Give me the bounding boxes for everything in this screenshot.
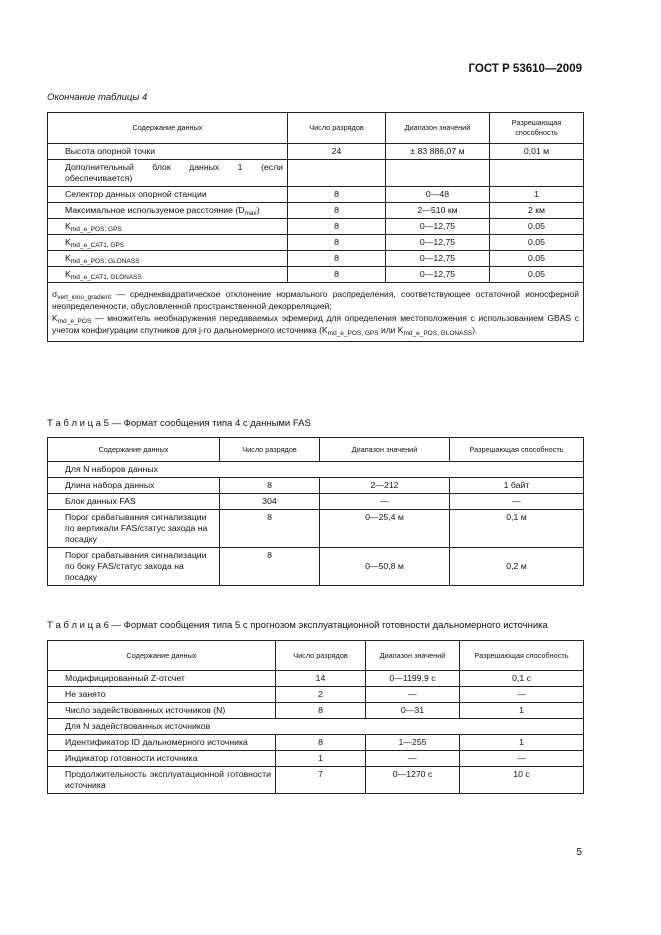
table5-caption: Т а б л и ц а 5 — Формат сообщения типа 4 с данными FAS — [47, 418, 311, 429]
cell-content: Порог срабатывания сигнализации по боку FAS/статус захода на посадку — [48, 548, 220, 586]
cell-resolution: 1 — [460, 703, 584, 719]
table-row — [48, 510, 584, 548]
table6 — [47, 640, 584, 794]
cell-range: 0—1199,9 с — [366, 671, 460, 687]
cell-bits: 8 — [276, 703, 366, 719]
cell-bits: 8 — [220, 478, 320, 494]
cell-range: 0—12,75 — [386, 267, 490, 283]
table6-caption: Т а б л и ц а 6 — Формат сообщения типа 5 с прогнозом эксплуатационной готовности дальномерного источника — [47, 620, 548, 631]
table4-header-row — [48, 113, 584, 144]
table-row — [48, 144, 584, 160]
section-label: Для N наборов данных — [48, 462, 584, 478]
table-row — [48, 235, 584, 251]
table-row — [48, 187, 584, 203]
cell-resolution: 0,01 м — [490, 144, 584, 160]
table-row — [48, 494, 584, 510]
table-row — [48, 160, 584, 187]
cell-content: Блок данных FAS — [48, 494, 220, 510]
table-section-row — [48, 462, 584, 478]
cell-bits: 24 — [288, 144, 386, 160]
cell-bits: 14 — [276, 671, 366, 687]
header-bits: Число разрядов — [276, 641, 366, 671]
header-resolution: Разрешающая способность — [460, 641, 584, 671]
cell-resolution: 2 км — [490, 203, 584, 219]
cell-range: 0—25,4 м — [320, 510, 450, 548]
cell-range: 2—212 — [320, 478, 450, 494]
table-row — [48, 671, 584, 687]
cell-content: Максимальное используемое расстояние $(D_{max})$ — [48, 203, 288, 219]
cell-resolution: — — [460, 751, 584, 767]
cell-range: 0—1270 с — [366, 767, 460, 794]
table-row — [48, 703, 584, 719]
cell-resolution: 0,05 — [490, 267, 584, 283]
cell-resolution: — — [450, 494, 584, 510]
table-row — [48, 735, 584, 751]
table-row — [48, 751, 584, 767]
header-resolution: Разрешающая способность — [490, 113, 584, 144]
cell-range: 0—31 — [366, 703, 460, 719]
cell-content: Селектор данных опорной станции — [48, 187, 288, 203]
table4-note-row — [48, 283, 584, 342]
cell-range: 0—50,8 м — [320, 548, 450, 586]
table-row — [48, 267, 584, 283]
cell-range: 2—510 км — [386, 203, 490, 219]
cell-bits: 7 — [276, 767, 366, 794]
cell-bits: 8 — [288, 203, 386, 219]
cell-range: 0—12,75 — [386, 251, 490, 267]
cell-bits: 8 — [220, 510, 320, 548]
cell-resolution: 0,2 м — [450, 548, 584, 586]
cell-content: Не занято — [48, 687, 276, 703]
cell-resolution: 1 — [490, 187, 584, 203]
cell-content: $K_{md\_e\_CAT1, GPS}$ — [48, 235, 288, 251]
cell-resolution: 0,05 — [490, 219, 584, 235]
table5 — [47, 437, 584, 586]
cell-bits: 304 — [220, 494, 320, 510]
table-row — [48, 687, 584, 703]
header-range: Диапазон значений — [366, 641, 460, 671]
header-range: Диапазон значений — [320, 438, 450, 462]
table5-header-row — [48, 438, 584, 462]
cell-range: 0—48 — [386, 187, 490, 203]
cell-range — [386, 160, 490, 187]
header-content: Содержание данных — [48, 113, 288, 144]
cell-resolution: 1 байт — [450, 478, 584, 494]
cell-content: Порог срабатывания сигнализации по вертикали FAS/статус захода на посадку — [48, 510, 220, 548]
cell-range: — — [366, 751, 460, 767]
cell-content: $K_{md\_e\_POS, GLONASS}$ — [48, 251, 288, 267]
cell-bits: 8 — [288, 267, 386, 283]
cell-bits: 8 — [276, 735, 366, 751]
cell-content: Модифицированный Z-отсчет — [48, 671, 276, 687]
cell-content: Число задействованных источников (N) — [48, 703, 276, 719]
header-content: Содержание данных — [48, 438, 220, 462]
cell-content: $K_{md\_e\_POS, GPS}$ — [48, 219, 288, 235]
cell-bits — [288, 160, 386, 187]
cell-content: Длина набора данных — [48, 478, 220, 494]
cell-bits: 8 — [220, 548, 320, 586]
cell-resolution: 10 с — [460, 767, 584, 794]
cell-bits: 2 — [276, 687, 366, 703]
cell-range: 1—255 — [366, 735, 460, 751]
cell-range: ± 83 886,07 м — [386, 144, 490, 160]
cell-content: Идентификатор ID дальномерного источника — [48, 735, 276, 751]
cell-resolution: 0,05 — [490, 235, 584, 251]
cell-content: Индикатор готовности источника — [48, 751, 276, 767]
cell-resolution: 0,1 с — [460, 671, 584, 687]
cell-resolution: 0,1 м — [450, 510, 584, 548]
page-number: 5 — [576, 847, 582, 858]
cell-content: Дополнительный блок данных 1 (если обеспечивается) — [48, 160, 288, 187]
table-row — [48, 203, 584, 219]
cell-range: — — [366, 687, 460, 703]
cell-range: — — [320, 494, 450, 510]
cell-content: Высота опорной точки — [48, 144, 288, 160]
table4-caption: Окончание таблицы 4 — [47, 92, 148, 103]
table-row — [48, 548, 584, 586]
table-row — [48, 219, 584, 235]
cell-range: 0—12,75 — [386, 235, 490, 251]
header-content: Содержание данных — [48, 641, 276, 671]
cell-resolution — [490, 160, 584, 187]
document-header: ГОСТ Р 53610—2009 — [468, 63, 582, 75]
table-row — [48, 478, 584, 494]
cell-bits: 8 — [288, 235, 386, 251]
section-label: Для N задействованных источников — [48, 719, 584, 735]
table-row — [48, 251, 584, 267]
cell-bits: 8 — [288, 251, 386, 267]
table-section-row — [48, 719, 584, 735]
table4 — [47, 112, 584, 342]
cell-resolution: 0,05 — [490, 251, 584, 267]
table6-header-row — [48, 641, 584, 671]
cell-range: 0—12,75 — [386, 219, 490, 235]
cell-content: $K_{md\_e\_CAT1, GLONASS}$ — [48, 267, 288, 283]
header-range: Диапазон значений — [386, 113, 490, 144]
header-bits: Число разрядов — [220, 438, 320, 462]
cell-resolution: — — [460, 687, 584, 703]
table4-note: $\sigma_{vert\_iono\_gradient}$ — среднеквадратическое отклонение нормального распределения, соответствующее остаточной ионосферной неопределенности, обусловленной пространственной декорреляцией; $K_{md\_e\_POS}$ — множитель необнаружения передаваемых эфемерид для определения местоположения с использованием GBAS с учетом конфигурации спутников для j-го дальномерного источника ($K_{md\_e\_POS, GPS}$ или $K_{md\_e\_POS, GLONASS}$). — [48, 283, 584, 342]
cell-resolution: 1 — [460, 735, 584, 751]
cell-content: Продолжительность эксплуатационной готовности источника — [48, 767, 276, 794]
cell-bits: 1 — [276, 751, 366, 767]
table-row — [48, 767, 584, 794]
cell-bits: 8 — [288, 187, 386, 203]
header-resolution: Разрешающая способность — [450, 438, 584, 462]
header-bits: Число разрядов — [288, 113, 386, 144]
cell-bits: 8 — [288, 219, 386, 235]
